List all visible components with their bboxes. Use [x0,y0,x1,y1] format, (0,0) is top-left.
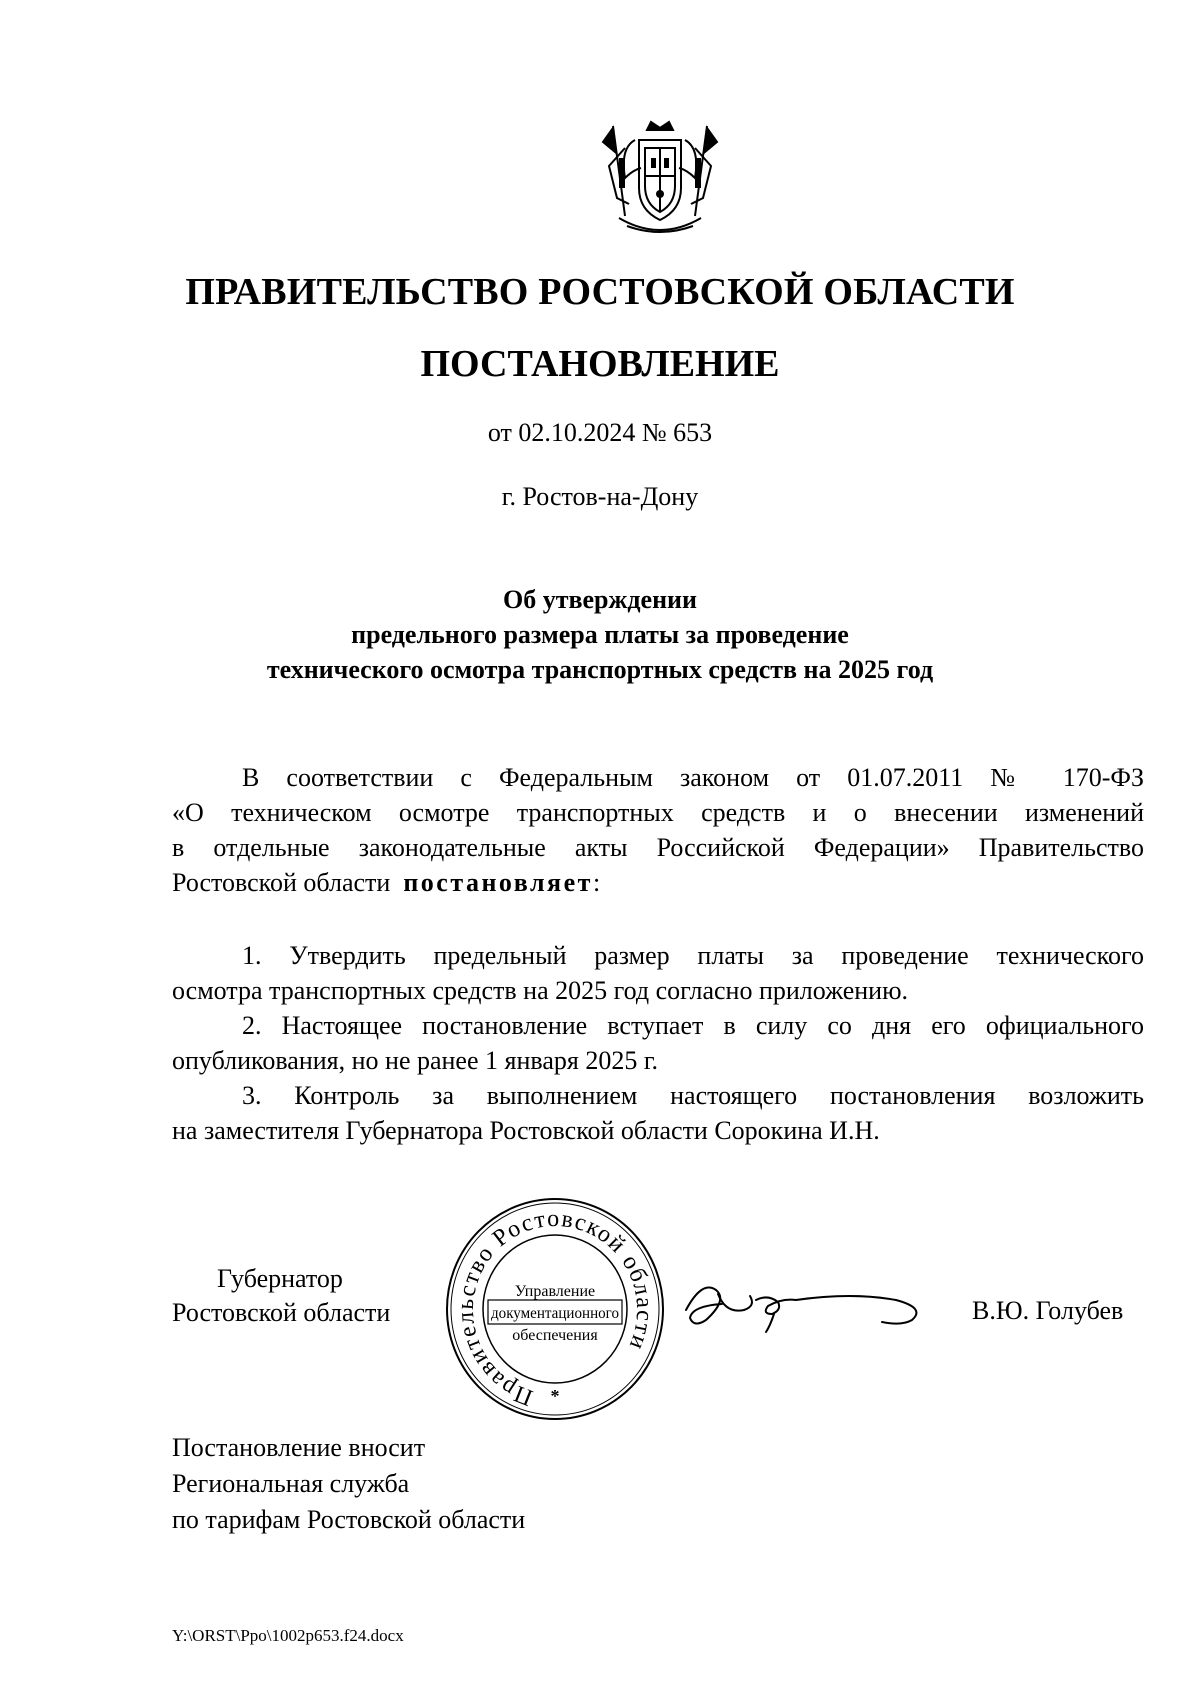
list-item [172,1078,1144,1148]
preamble-line: в отдельные законодательные акты Российской Федерации» Правительство [172,833,1144,862]
signatory-position [172,1262,390,1330]
item-line: 2. Настоящее постановление вступает в силу со дня его официального [242,1011,1144,1040]
signatory-name: В.Ю. Голубев [972,1296,1124,1325]
colon: : [592,868,601,897]
preamble-last-line: Ростовской области [172,868,391,897]
subject-line: Об утверждении [502,585,698,614]
preamble-line: В соответствии с Федеральным законом от 01.07.2011 № 170-ФЗ [242,763,1144,792]
date-number: от 02.10.2024 № 653 [487,418,713,447]
handwritten-signature-icon [682,1270,932,1340]
seal-center-line: обеспечения [512,1327,598,1344]
subject-line: технического осмотра транспортных средств на 2025 год [266,655,934,684]
item-line: 3. Контроль за выполнением настоящего постановления возложить [242,1081,1144,1110]
preamble-line: «О техническом осмотре транспортных средств и о внесении изменений [172,798,1144,827]
preamble-line [172,865,1144,900]
document-type: ПОСТАНОВЛЕНИЕ [420,343,780,385]
item-line: 1. Утвердить предельный размер платы за проведение технического [242,941,1144,970]
item-line: осмотра транспортных средств на 2025 год согласно приложению. [172,976,909,1005]
city: г. Ростов-на-Дону [501,482,699,511]
organization-title: ПРАВИТЕЛЬСТВО РОСТОВСКОЙ ОБЛАСТИ [185,271,1015,313]
position-line: Ростовской области [172,1298,391,1327]
seal-star: * [550,1386,560,1406]
subject-line: предельного размера платы за проведение [351,620,849,649]
document-subject [0,582,1200,687]
list-item [172,1008,1144,1078]
rostov-oblast-coat-of-arms-icon [595,118,725,242]
submitted-by [172,1430,525,1538]
preamble-paragraph [172,760,1144,900]
submitted-line: по тарифам Ростовской области [172,1505,526,1534]
item-line: опубликования, но не ранее 1 января 2025 г. [172,1046,659,1075]
position-line: Губернатор [217,1264,343,1293]
seal-center-line: документационного [491,1305,619,1322]
seal-ring-text: Правительство Ростовской области [452,1205,658,1411]
resolution-items [172,938,1144,1148]
file-path: Y:\ORST\Ppo\1002p653.f24.docx [172,1626,404,1645]
seal-center-line: Управление [514,1283,596,1300]
item-line: на заместителя Губернатора Ростовской области Сорокина И.Н. [172,1116,880,1145]
list-item [172,938,1144,1008]
official-seal [444,1196,666,1422]
submitted-line: Региональная служба [172,1469,410,1498]
resolves-keyword: постановляет [403,868,593,897]
submitted-line: Постановление вносит [172,1433,426,1462]
